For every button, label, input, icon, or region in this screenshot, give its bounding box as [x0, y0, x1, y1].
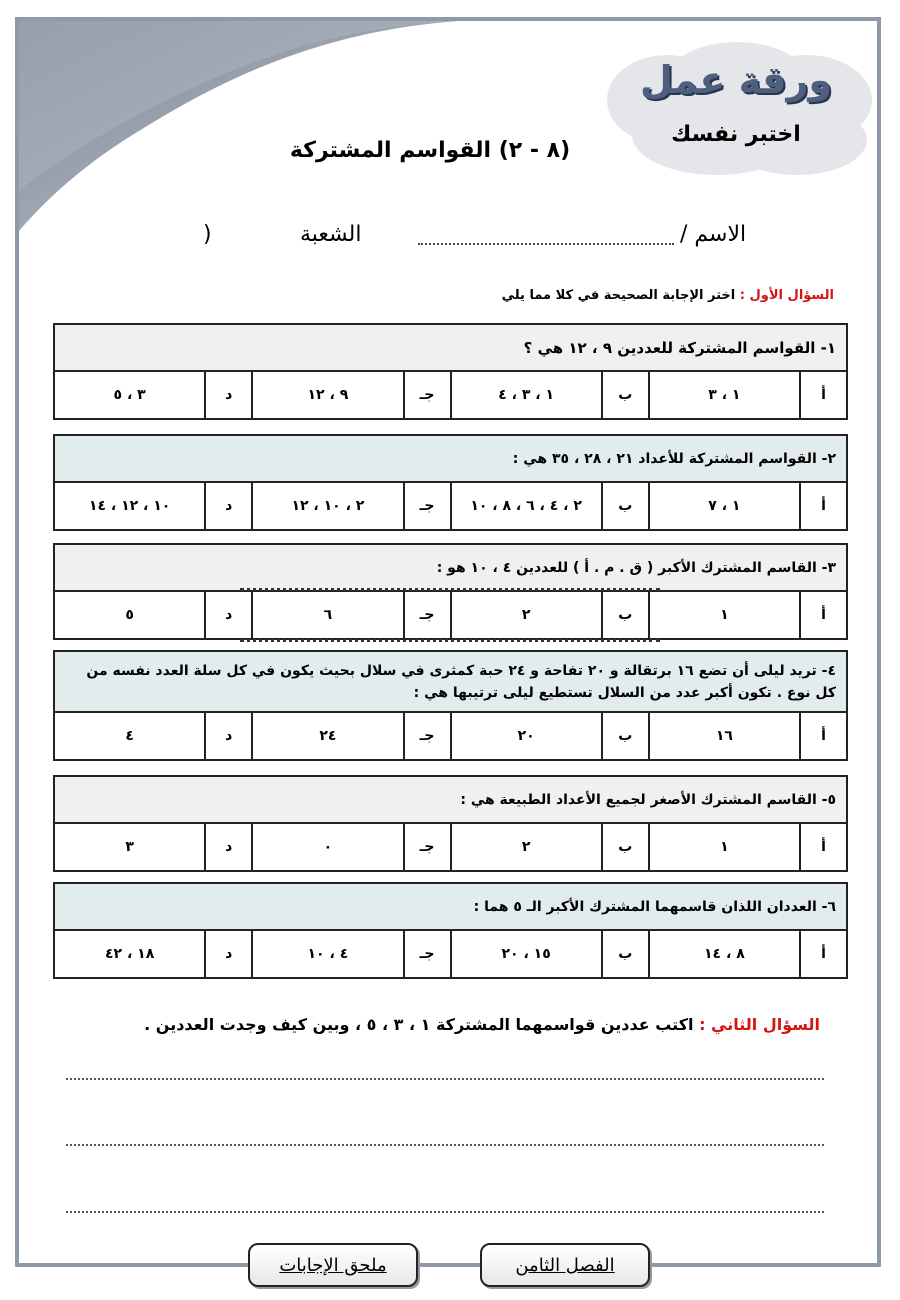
worksheet-badge [597, 40, 875, 180]
section-label: الشعبة [300, 222, 362, 247]
chapter-eight-button[interactable]: الفصل الثامن [480, 1243, 650, 1287]
option-letter: أ [799, 824, 846, 870]
mcq-item-4 [53, 650, 848, 761]
mcq-options [55, 931, 846, 977]
option-value[interactable]: ١ ، ٧ [648, 483, 799, 529]
option-value[interactable]: ٢ [450, 824, 601, 870]
mcq-options [55, 592, 846, 638]
option-letter: جـ [403, 713, 450, 759]
mcq-options [55, 824, 846, 870]
option-letter: ب [601, 824, 648, 870]
option-letter: جـ [403, 372, 450, 418]
name-input-line[interactable] [418, 243, 674, 245]
option-letter: د [204, 931, 251, 977]
question1-heading [502, 288, 834, 303]
worksheet-title: ورقة عمل [639, 58, 832, 102]
question2-text: اكتب عددين قواسمهما المشتركة ١ ، ٣ ، ٥ ، وبين كيف وجدت العددين . [144, 1015, 694, 1034]
option-letter: ب [601, 372, 648, 418]
mcq-question: ٢- القواسم المشتركة للأعداد ٢١ ، ٢٨ ، ٣٥ هي : [55, 436, 846, 483]
option-value[interactable]: ٨ ، ١٤ [648, 931, 799, 977]
mcq-options [55, 372, 846, 418]
option-letter: جـ [403, 592, 450, 638]
option-value[interactable]: ٢ ، ١٠ ، ١٢ [251, 483, 402, 529]
mcq-item-6 [53, 882, 848, 979]
option-value[interactable]: ١ [648, 592, 799, 638]
answer-line[interactable] [66, 1211, 824, 1213]
answer-line[interactable] [66, 1078, 824, 1080]
option-letter: د [204, 713, 251, 759]
option-value[interactable]: ٥ [125, 607, 134, 623]
option-value[interactable]: ٢ ، ٤ ، ٦ ، ٨ ، ١٠ [450, 483, 601, 529]
option-value[interactable]: ١٦ [648, 713, 799, 759]
question1-label: السؤال الأول : [739, 288, 834, 303]
mcq-item-5 [53, 775, 848, 872]
option-value[interactable]: ١ ، ٣ ، ٤ [450, 372, 601, 418]
corner-decoration [19, 21, 459, 231]
option-letter: ب [601, 592, 648, 638]
option-letter: د [204, 824, 251, 870]
worksheet-subtitle: اختبر نفسك [671, 122, 801, 147]
option-letter: جـ [403, 931, 450, 977]
mcq-item-3 [53, 543, 848, 640]
question1-instruction: اختر الإجابة الصحيحة في كلا مما يلي [501, 288, 736, 303]
option-letter: أ [799, 931, 846, 977]
mcq-question: ٥- القاسم المشترك الأصغر لجميع الأعداد الطبيعة هي : [55, 777, 846, 824]
option-value[interactable]: ١٥ ، ٢٠ [450, 931, 601, 977]
option-letter: د [204, 592, 251, 638]
option-letter: ب [601, 483, 648, 529]
mcq-question: ٣- القاسم المشترك الأكبر ( ق . م . أ ) للعددين ٤ ، ١٠ هو : [55, 545, 846, 592]
mcq-options [55, 713, 846, 759]
option-value[interactable]: ٤ ، ١٠ [251, 931, 402, 977]
option-value[interactable]: ١ ، ٣ [648, 372, 799, 418]
option-value[interactable]: ٩ ، ١٢ [251, 372, 402, 418]
mcq-question: ٤- تريد ليلى أن تضع ١٦ برتقالة و ٢٠ تفاحة و ٢٤ حبة كمثرى في سلال بحيث يكون في كل سلة العدد نفسه من كل نوع . تكون أكبر عدد من السلال تستطيع ليلى ترتيبها هي : [55, 652, 846, 713]
option-letter: أ [799, 483, 846, 529]
option-letter: د [204, 372, 251, 418]
option-letter: ب [601, 931, 648, 977]
option-value[interactable]: ١ [648, 824, 799, 870]
option-letter: د [204, 483, 251, 529]
mcq-question: ١- القواسم المشتركة للعددين ٩ ، ١٢ هي ؟ [55, 325, 846, 372]
option-value[interactable]: ٦ [251, 592, 402, 638]
option-value[interactable]: ٣ ، ٥ [113, 387, 146, 403]
option-letter: أ [799, 592, 846, 638]
option-letter: جـ [403, 483, 450, 529]
option-value[interactable]: ٣ [125, 839, 134, 855]
question2-label: السؤال الثاني : [699, 1015, 820, 1034]
question2-heading [144, 1015, 820, 1034]
mcq-item-2 [53, 434, 848, 531]
answer-line[interactable] [66, 1144, 824, 1146]
option-value[interactable]: ٢ [450, 592, 601, 638]
option-value[interactable]: ٢٠ [450, 713, 601, 759]
option-letter: أ [799, 713, 846, 759]
option-letter: جـ [403, 824, 450, 870]
option-value[interactable]: ١٠ ، ١٢ ، ١٤ [88, 498, 171, 514]
option-letter: أ [799, 372, 846, 418]
mcq-options [55, 483, 846, 529]
mcq-item-1 [53, 323, 848, 420]
answers-appendix-button[interactable]: ملحق الإجابات [248, 1243, 418, 1287]
lesson-title: (٨ - ٢) القواسم المشتركة [289, 138, 571, 163]
option-value[interactable]: ١٨ ، ٤٢ [105, 946, 155, 962]
section-paren-close: ) [203, 222, 212, 247]
option-value[interactable]: ٤ [125, 728, 134, 744]
option-value[interactable]: ٠ [251, 824, 402, 870]
name-label: الاسم / [680, 222, 747, 247]
option-letter: ب [601, 713, 648, 759]
mcq-question: ٦- العددان اللذان قاسمهما المشترك الأكبر الـ ٥ هما : [55, 884, 846, 931]
option-value[interactable]: ٢٤ [251, 713, 402, 759]
